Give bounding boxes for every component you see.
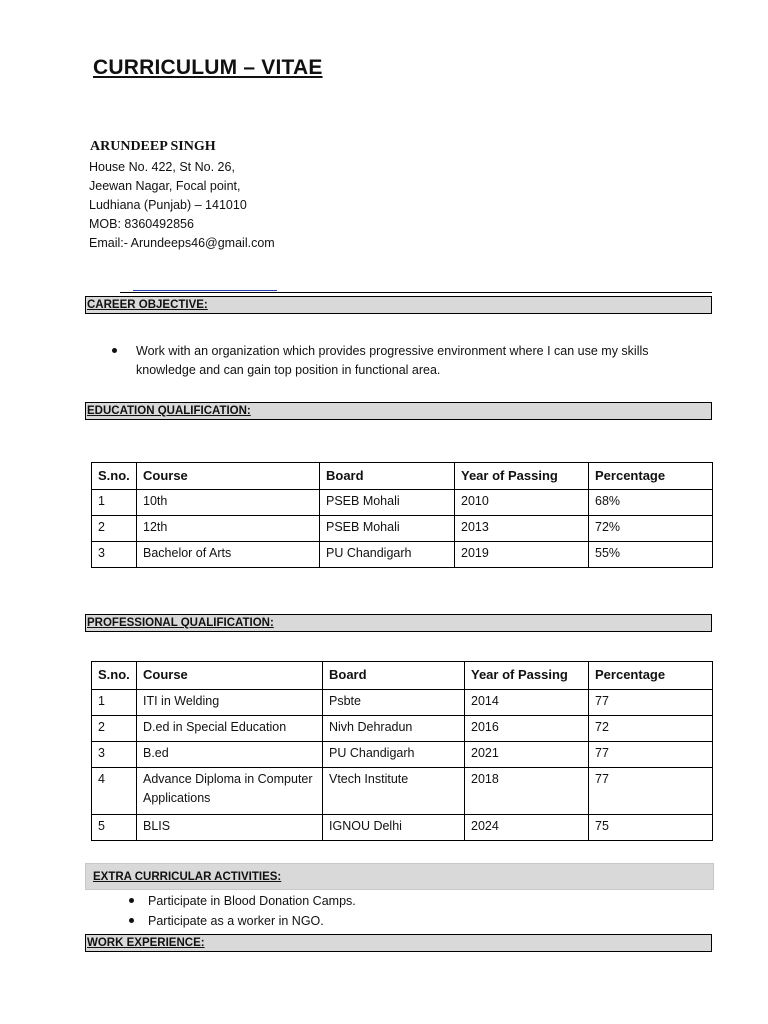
table-row bbox=[92, 716, 713, 742]
header-cell: Course bbox=[137, 662, 323, 690]
address-line-3: Ludhiana (Punjab) – 141010 bbox=[89, 198, 247, 212]
header-cell: S.no. bbox=[92, 662, 137, 690]
activity-item: Participate in Blood Donation Camps. bbox=[148, 894, 356, 908]
table-cell: 5 bbox=[92, 815, 137, 841]
header-cell: Course bbox=[137, 463, 320, 490]
activity-item: Participate as a worker in NGO. bbox=[148, 914, 324, 928]
link-underline bbox=[133, 290, 277, 291]
table-cell: 2010 bbox=[455, 490, 589, 516]
objective-line-1: Work with an organization which provides progressive environment where I can use my skills bbox=[136, 344, 649, 358]
table-cell: 72 bbox=[589, 716, 713, 742]
table-cell: 68% bbox=[589, 490, 713, 516]
table-cell: 4 bbox=[92, 768, 137, 815]
table-cell: B.ed bbox=[137, 742, 323, 768]
horizontal-rule bbox=[120, 292, 712, 293]
table-row bbox=[92, 742, 713, 768]
section-extra-curricular bbox=[85, 863, 714, 890]
table-cell: Psbte bbox=[323, 690, 465, 716]
table-cell: 77 bbox=[589, 690, 713, 716]
table-cell: IGNOU Delhi bbox=[323, 815, 465, 841]
table-cell: 77 bbox=[589, 768, 713, 815]
section-education bbox=[85, 402, 712, 420]
table-cell: 72% bbox=[589, 516, 713, 542]
mobile-number: MOB: 8360492856 bbox=[89, 217, 194, 231]
table-row bbox=[92, 690, 713, 716]
candidate-name: ARUNDEEP SINGH bbox=[90, 139, 216, 154]
table-cell: 2 bbox=[92, 516, 137, 542]
section-work-experience bbox=[85, 934, 712, 952]
objective-line-2: knowledge and can gain top position in functional area. bbox=[136, 363, 441, 377]
professional-table bbox=[91, 661, 713, 841]
objective-text bbox=[136, 342, 696, 380]
header-cell: Board bbox=[320, 463, 455, 490]
table-cell: 2024 bbox=[465, 815, 589, 841]
table-cell: 2019 bbox=[455, 542, 589, 568]
bullet-icon bbox=[129, 898, 134, 903]
header-cell: Percentage bbox=[589, 463, 713, 490]
section-professional bbox=[85, 614, 712, 632]
table-cell: PSEB Mohali bbox=[320, 516, 455, 542]
address-line-1: House No. 422, St No. 26, bbox=[89, 160, 235, 174]
table-cell: 2014 bbox=[465, 690, 589, 716]
section-heading: PROFESSIONAL QUALIFICATION: bbox=[87, 617, 274, 629]
table-cell: 2013 bbox=[455, 516, 589, 542]
bullet-icon bbox=[129, 918, 134, 923]
table-cell: 75 bbox=[589, 815, 713, 841]
table-cell: Bachelor of Arts bbox=[137, 542, 320, 568]
table-header-row bbox=[92, 463, 713, 490]
table-row bbox=[92, 815, 713, 841]
header-cell: Percentage bbox=[589, 662, 713, 690]
table-cell: 55% bbox=[589, 542, 713, 568]
address-line-2: Jeewan Nagar, Focal point, bbox=[89, 179, 241, 193]
section-career-objective bbox=[85, 296, 712, 314]
section-heading: EDUCATION QUALIFICATION: bbox=[87, 405, 251, 417]
table-row bbox=[92, 768, 713, 815]
section-heading: EXTRA CURRICULAR ACTIVITIES: bbox=[93, 871, 282, 883]
header-cell: Year of Passing bbox=[455, 463, 589, 490]
table-header-row bbox=[92, 662, 713, 690]
table-cell: 1 bbox=[92, 490, 137, 516]
table-cell: 3 bbox=[92, 742, 137, 768]
table-cell: Nivh Dehradun bbox=[323, 716, 465, 742]
email-address: Email:- Arundeeps46@gmail.com bbox=[89, 236, 275, 250]
table-row bbox=[92, 490, 713, 516]
header-cell: Board bbox=[323, 662, 465, 690]
header-cell: S.no. bbox=[92, 463, 137, 490]
table-cell: PU Chandigarh bbox=[320, 542, 455, 568]
table-cell: 3 bbox=[92, 542, 137, 568]
table-cell: 2021 bbox=[465, 742, 589, 768]
table-cell: 2018 bbox=[465, 768, 589, 815]
table-cell: 10th bbox=[137, 490, 320, 516]
table-cell: Advance Diploma in Computer Applications bbox=[137, 768, 323, 815]
table-cell: Vtech Institute bbox=[323, 768, 465, 815]
table-cell: PSEB Mohali bbox=[320, 490, 455, 516]
contact-details bbox=[89, 158, 275, 253]
table-cell: ITI in Welding bbox=[137, 690, 323, 716]
table-cell: PU Chandigarh bbox=[323, 742, 465, 768]
education-table bbox=[91, 462, 713, 568]
table-cell: BLIS bbox=[137, 815, 323, 841]
header-cell: Year of Passing bbox=[465, 662, 589, 690]
table-row bbox=[92, 542, 713, 568]
table-cell: D.ed in Special Education bbox=[137, 716, 323, 742]
document-title: CURRICULUM – VITAE bbox=[93, 56, 323, 79]
table-cell: 2 bbox=[92, 716, 137, 742]
section-heading: WORK EXPERIENCE: bbox=[87, 937, 205, 949]
table-row bbox=[92, 516, 713, 542]
section-heading: CAREER OBJECTIVE: bbox=[87, 299, 208, 311]
table-cell: 77 bbox=[589, 742, 713, 768]
table-cell: 1 bbox=[92, 690, 137, 716]
bullet-icon bbox=[112, 348, 117, 353]
table-cell: 12th bbox=[137, 516, 320, 542]
table-cell: 2016 bbox=[465, 716, 589, 742]
